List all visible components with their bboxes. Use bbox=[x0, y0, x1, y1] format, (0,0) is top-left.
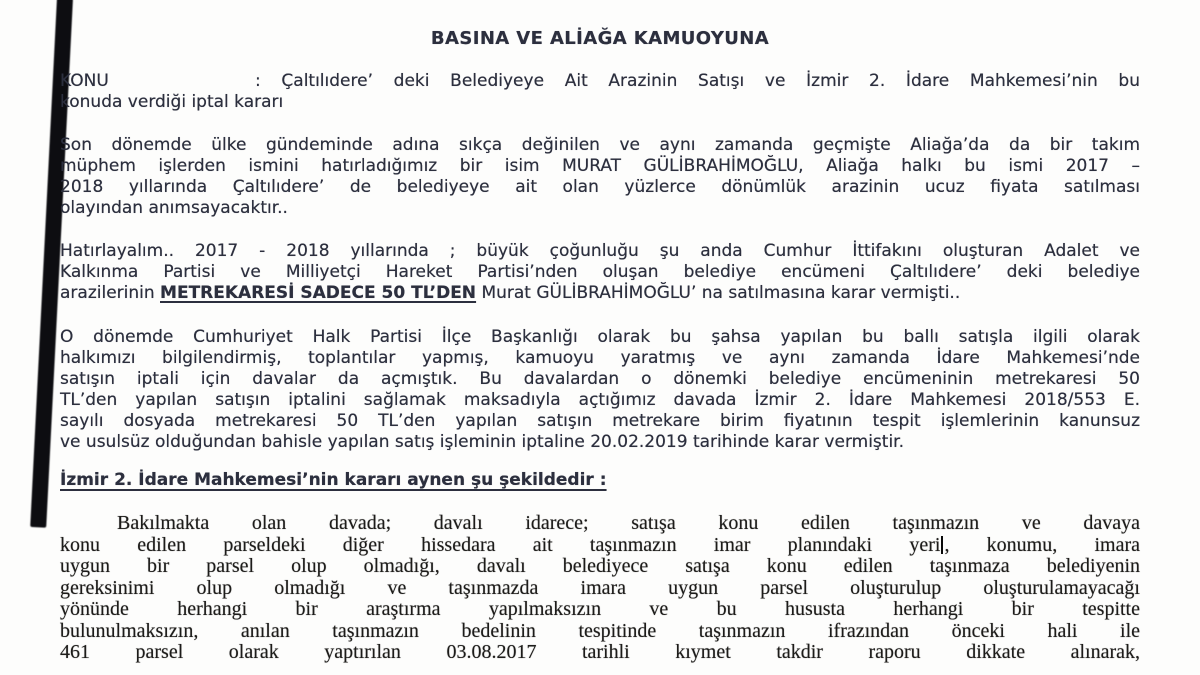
text-run: , konumu, imara bbox=[944, 533, 1140, 556]
text-line bbox=[60, 177, 1140, 198]
text-run: konu edilen parseldeki diğer hissedara ait taşınmazın imar planındaki yeri bbox=[60, 533, 941, 556]
text-line bbox=[60, 135, 1140, 156]
text-run: gereksinimi olup olmadığı ve taşınmazda imara uygun parsel oluşturulup oluşturulamayacağı bbox=[60, 576, 1140, 599]
paragraph-recall bbox=[60, 241, 1140, 304]
document-content bbox=[60, 0, 1140, 664]
text-run: 461 parsel olarak yaptırılan 03.08.2017 tarihli kıymet takdir raporu dikkate alınarak, bbox=[60, 641, 1140, 663]
text-line bbox=[60, 599, 1140, 621]
subject-label: KONU bbox=[60, 71, 109, 91]
text-run: yönünde herhangi bir araştırma yapılmaksızın ve bu hususta herhangi bir tespitte bbox=[60, 598, 1140, 620]
text-run: müphem işlerden ismini hatırladığımız bir isim MURAT GÜLİBRAHİMOĞLU, Aliağa halkı bu ismi 2017 – bbox=[60, 156, 1140, 176]
text-run: satışın iptali için davalar da açmıştık. Bu davalardan o dönemki belediye encümeninin metrekaresi 50 bbox=[60, 369, 1140, 389]
text-run: Murat GÜLİBRAHİMOĞLU’ na satılmasına karar vermişti.. bbox=[476, 283, 961, 303]
text-line bbox=[60, 578, 1140, 600]
text-run: TL’den yapılan satışın iptalini sağlamak maksadıyla açtığımız davada İzmir 2. İdare Mahkemesi 2018/553 E. bbox=[60, 390, 1140, 410]
court-decision-heading-text: İzmir 2. İdare Mahkemesi’nin kararı aynen şu şekildedir : bbox=[60, 470, 607, 490]
text-run: Hatırlayalım.. 2017 - 2018 yıllarında ; büyük çoğunluğu şu anda Cumhur İttifakını oluşturan Adalet ve bbox=[60, 241, 1140, 261]
text-run: Bakılmakta olan davada; davalı idarece; satışa konu edilen taşınmazın ve davaya bbox=[117, 512, 1140, 534]
subject-line bbox=[60, 71, 1140, 92]
text-run: 2018 yıllarında Çaltılıdere’ de belediyeye ait olan yüzlerce dönümlük arazinin ucuz fiyata satılması bbox=[60, 177, 1140, 197]
court-decision-heading bbox=[60, 468, 1140, 492]
text-run: olayından anımsayacaktır.. bbox=[60, 198, 288, 218]
text-run: Son dönemde ülke gündeminde adına sıkça değinilen ve aynı zamanda geçmişte Aliağa’da da bir takım bbox=[60, 135, 1140, 155]
text-run: Kalkınma Partisi ve Milliyetçi Hareket Partisi’nden oluşan belediye encümeni Çaltılıdere’ deki belediye bbox=[60, 262, 1140, 282]
text-line bbox=[60, 411, 1140, 432]
text-line bbox=[60, 241, 1140, 262]
text-line bbox=[60, 156, 1140, 177]
emphasized-text: METREKARESİ SADECE 50 TL’DEN bbox=[160, 283, 477, 303]
text-run: O dönemde Cumhuriyet Halk Partisi İlçe Başkanlığı olarak bu şahsa yapılan bu ballı satışla ilgili olarak bbox=[60, 327, 1140, 347]
text-line bbox=[60, 621, 1140, 643]
text-line bbox=[60, 535, 1140, 557]
paragraph-lawsuit bbox=[60, 327, 1140, 453]
text-line bbox=[60, 390, 1140, 411]
subject-text-continued: konuda verdiği iptal kararı bbox=[60, 92, 284, 112]
text-run: sayılı dosyada metrekaresi 50 TL’den yapılan satışın metrekare birim fiyatının tespit işlemlerinin kanunsuz bbox=[60, 411, 1140, 431]
paragraph-intro bbox=[60, 135, 1140, 219]
text-line bbox=[60, 262, 1140, 283]
court-decision-quote bbox=[60, 513, 1140, 664]
text-line bbox=[60, 348, 1140, 369]
text-run: halkımızı bilgilendirmiş, toplantılar yapmış, kamuoyu yaratmış ve aynı zamanda İdare Mahkemesi’nde bbox=[60, 348, 1140, 368]
text-run: arazilerinin bbox=[60, 283, 161, 303]
text-line bbox=[60, 556, 1140, 578]
text-line bbox=[60, 198, 1140, 219]
text-run: uygun bir parsel olup olmadığı, davalı belediyece satışa konu edilen taşınmaza belediyenin bbox=[60, 555, 1140, 577]
document-title: BASINA VE ALİAĞA KAMUOYUNA bbox=[430, 28, 770, 49]
text-run: bulunulmaksızın, anılan taşınmazın bedelinin tespitinde taşınmazın ifrazından önceki hali ile bbox=[60, 619, 1140, 642]
text-line bbox=[60, 642, 1140, 664]
text-line bbox=[60, 432, 1140, 453]
subject-text: : Çaltılıdere’ deki Belediyeye Ait Arazinin Satışı ve İzmir 2. İdare Mahkemesi’nin bu bbox=[255, 71, 1140, 91]
text-line bbox=[60, 327, 1140, 348]
text-line bbox=[60, 369, 1140, 390]
subject-block bbox=[60, 71, 1140, 113]
text-line bbox=[60, 283, 1140, 304]
text-line bbox=[60, 513, 1140, 535]
text-run: ve usulsüz olduğundan bahisle yapılan satış işleminin iptaline 20.02.2019 tarihinde karar vermiştir. bbox=[60, 432, 905, 452]
